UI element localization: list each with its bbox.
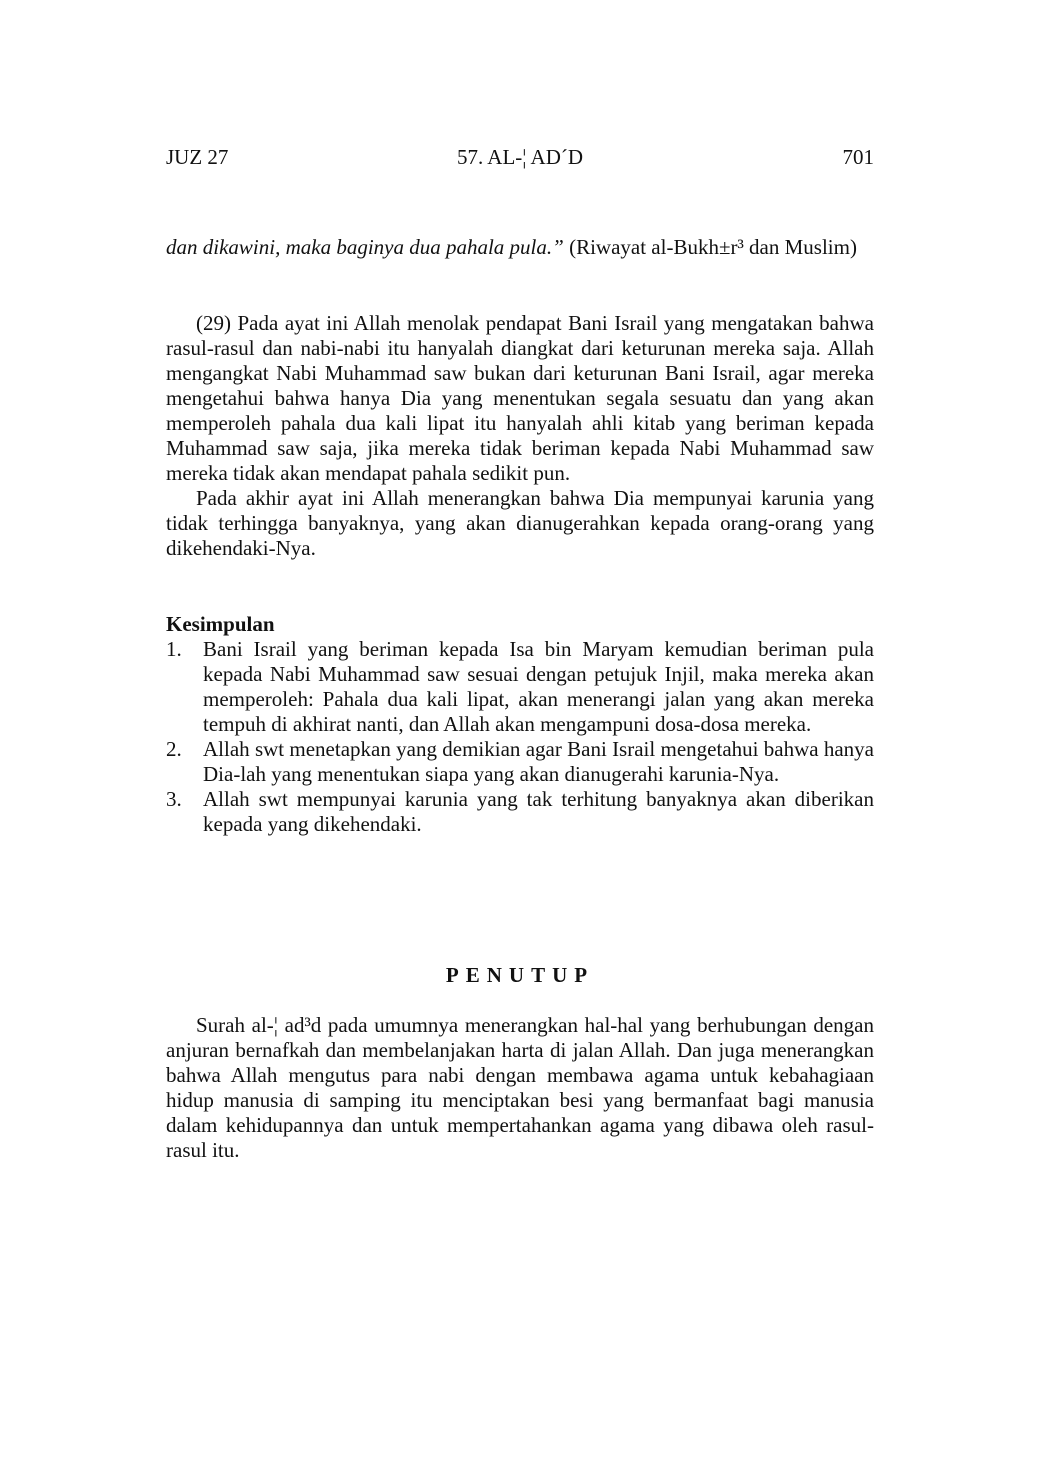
conclusion-item-text: Bani Israil yang beriman kepada Isa bin Maryam kemudian beriman pula kepada Nabi Muhammad saw sesuai dengan petujuk Injil, maka mereka akan memperoleh: Pahala dua kali lipat, akan menerangi jalan yang akan mereka tempuh di akhirat nanti, dan Allah akan mengampuni dosa-dosa mereka. bbox=[203, 637, 874, 736]
conclusion-item bbox=[166, 787, 874, 837]
conclusion-item bbox=[166, 737, 874, 787]
surah-title: 57. AL-¦ AD´D bbox=[456, 145, 584, 169]
continuation-block bbox=[166, 235, 874, 260]
closing-block bbox=[166, 1013, 874, 1163]
conclusion-item-text: Allah swt menetapkan yang demikian agar Bani Israil mengetahui bahwa hanya Dia-lah yang menentukan siapa yang akan dianugerahi karunia-Nya. bbox=[203, 737, 874, 786]
commentary-paragraph-29: (29) Pada ayat ini Allah menolak pendapat Bani Israil yang mengatakan bahwa rasul-rasul dan nabi-nabi itu hanyalah diangkat dari keturunan mereka saja. Allah mengangkat Nabi Muhammad saw bukan dari keturunan Bani Israil, agar mereka mengetahui bahwa hanya Dia yang menentukan segala sesuatu dan yang akan memperoleh pahala dua kali lipat itu hanyalah ahli kitab yang beriman kepada Muhammad saw saja, jika mereka tidak beriman kepada Nabi Muhammad saw mereka tidak akan mendapat pahala sedikit pun. bbox=[166, 311, 874, 485]
conclusion-heading: Kesimpulan bbox=[166, 612, 275, 636]
page-header bbox=[166, 145, 874, 175]
hadith-citation: (Riwayat al-Bukh±r³ dan Muslim) bbox=[563, 235, 857, 259]
conclusion-section bbox=[166, 612, 874, 837]
juz-label: JUZ 27 bbox=[166, 145, 229, 169]
conclusion-list bbox=[166, 637, 874, 837]
page-number: 701 bbox=[842, 145, 874, 169]
hadith-quote-end: dan dikawini, maka baginya dua pahala pula.” bbox=[166, 235, 564, 259]
conclusion-item-number: 1. bbox=[166, 637, 182, 661]
conclusion-item-number: 2. bbox=[166, 737, 182, 761]
commentary-block bbox=[166, 311, 874, 561]
closing-paragraph: Surah al-¦ ad³d pada umumnya menerangkan hal-hal yang berhubungan dengan anjuran bernafkah dan membelanjakan harta di jalan Allah. Dan juga menerangkan bahwa Allah mengutus para nabi dengan membawa agama untuk kebahagiaan hidup manusia di samping itu menciptakan besi yang bermanfaat bagi manusia dalam kehidupannya dan untuk mempertahankan agama yang dibawa oleh rasul-rasul itu. bbox=[166, 1013, 874, 1162]
conclusion-item bbox=[166, 637, 874, 737]
conclusion-item-number: 3. bbox=[166, 787, 182, 811]
conclusion-item-text: Allah swt mempunyai karunia yang tak terhitung banyaknya akan diberikan kepada yang dikehendaki. bbox=[203, 787, 874, 836]
continuation-paragraph bbox=[166, 235, 874, 260]
closing-title: PENUTUP bbox=[445, 963, 595, 987]
commentary-paragraph-2: Pada akhir ayat ini Allah menerangkan bahwa Dia mempunyai karunia yang tidak terhingga banyaknya, yang akan dianugerahkan kepada orang-orang yang dikehendaki-Nya. bbox=[166, 486, 874, 560]
